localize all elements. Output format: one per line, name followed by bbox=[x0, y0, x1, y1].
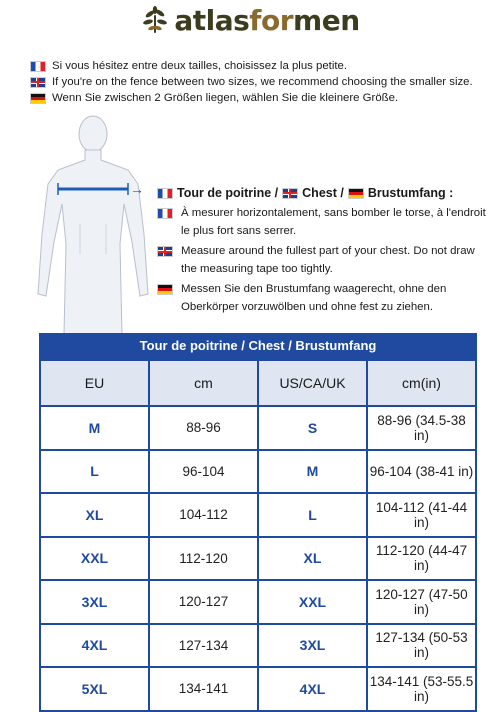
advice-text-fr: Si vous hésitez entre deux tailles, choisissez la plus petite. bbox=[52, 60, 348, 72]
cell-us-size: 4XL bbox=[258, 667, 367, 711]
advice-text-uk: If you're on the fence between two sizes, we recommend choosing the smaller size. bbox=[52, 76, 473, 88]
col-header-cm-in: cm(in) bbox=[367, 360, 476, 406]
cell-us-size: XXL bbox=[258, 580, 367, 624]
title-uk: Chest / bbox=[302, 186, 344, 200]
desc-fr bbox=[157, 204, 487, 240]
france-flag-icon bbox=[157, 188, 173, 199]
col-header-eu: EU bbox=[40, 360, 149, 406]
desc-de-text: Messen Sie den Brustumfang waagerecht, ohne den Oberkörper vorzuwölben und ohne fest zu ziehen. bbox=[181, 283, 447, 313]
cell-cm-in: 127-134 (50-53 in) bbox=[367, 624, 476, 668]
desc-uk bbox=[157, 242, 487, 278]
desc-de bbox=[157, 280, 487, 316]
cell-cm-in: 134-141 (53-55.5 in) bbox=[367, 667, 476, 711]
cell-cm: 134-141 bbox=[149, 667, 258, 711]
france-flag-icon bbox=[30, 61, 46, 72]
cell-cm-in: 112-120 (44-47 in) bbox=[367, 537, 476, 581]
uk-flag-icon bbox=[282, 188, 298, 199]
uk-flag-icon bbox=[157, 246, 173, 257]
france-flag-icon bbox=[157, 208, 173, 219]
cell-eu-size: XXL bbox=[40, 537, 149, 581]
cell-us-size: XL bbox=[258, 537, 367, 581]
size-advice bbox=[30, 58, 473, 106]
brand-logo bbox=[0, 2, 500, 38]
title-de: Brustumfang : bbox=[367, 186, 454, 200]
leaf-logo-icon bbox=[140, 5, 170, 35]
germany-flag-icon bbox=[30, 93, 46, 104]
cell-cm: 127-134 bbox=[149, 624, 258, 668]
advice-fr bbox=[30, 58, 473, 74]
table-row bbox=[40, 537, 476, 581]
cell-cm: 112-120 bbox=[149, 537, 258, 581]
cell-cm: 104-112 bbox=[149, 493, 258, 537]
table-row bbox=[40, 580, 476, 624]
cell-cm-in: 88-96 (34.5-38 in) bbox=[367, 406, 476, 450]
cell-us-size: S bbox=[258, 406, 367, 450]
cell-cm: 88-96 bbox=[149, 406, 258, 450]
cell-eu-size: 3XL bbox=[40, 580, 149, 624]
desc-fr-text: À mesurer horizontalement, sans bomber le torse, à l'endroit le plus fort sans serrer. bbox=[181, 207, 486, 237]
col-header-cm: cm bbox=[149, 360, 258, 406]
cell-us-size: 3XL bbox=[258, 624, 367, 668]
advice-text-de: Wenn Sie zwischen 2 Größen liegen, wählen Sie die kleinere Größe. bbox=[52, 92, 399, 104]
measurement-instructions bbox=[157, 184, 487, 316]
cell-cm-in: 96-104 (38-41 in) bbox=[367, 450, 476, 494]
uk-flag-icon bbox=[30, 77, 46, 88]
body-silhouette-illustration bbox=[28, 104, 158, 334]
cell-eu-size: M bbox=[40, 406, 149, 450]
size-table bbox=[39, 333, 477, 712]
table-row bbox=[40, 450, 476, 494]
table-row bbox=[40, 493, 476, 537]
desc-uk-text: Measure around the fullest part of your chest. Do not draw the measuring tape too tightly. bbox=[181, 245, 475, 275]
cell-cm: 96-104 bbox=[149, 450, 258, 494]
germany-flag-icon bbox=[348, 188, 364, 199]
arrow-right-icon: → bbox=[130, 181, 144, 197]
table-title: Tour de poitrine / Chest / Brustumfang bbox=[39, 333, 477, 359]
advice-uk bbox=[30, 74, 473, 90]
germany-flag-icon bbox=[157, 284, 173, 295]
cell-cm-in: 120-127 (47-50 in) bbox=[367, 580, 476, 624]
table-row bbox=[40, 624, 476, 668]
table-header-row bbox=[40, 360, 476, 406]
title-fr: Tour de poitrine / bbox=[177, 186, 279, 200]
cell-eu-size: L bbox=[40, 450, 149, 494]
cell-eu-size: 5XL bbox=[40, 667, 149, 711]
cell-cm: 120-127 bbox=[149, 580, 258, 624]
cell-cm-in: 104-112 (41-44 in) bbox=[367, 493, 476, 537]
brand-name: atlasformen bbox=[174, 3, 360, 37]
size-grid bbox=[39, 359, 477, 712]
measure-title bbox=[157, 184, 487, 202]
col-header-us: US/CA/UK bbox=[258, 360, 367, 406]
table-row bbox=[40, 406, 476, 450]
cell-eu-size: XL bbox=[40, 493, 149, 537]
cell-eu-size: 4XL bbox=[40, 624, 149, 668]
cell-us-size: L bbox=[258, 493, 367, 537]
table-row bbox=[40, 667, 476, 711]
cell-us-size: M bbox=[258, 450, 367, 494]
